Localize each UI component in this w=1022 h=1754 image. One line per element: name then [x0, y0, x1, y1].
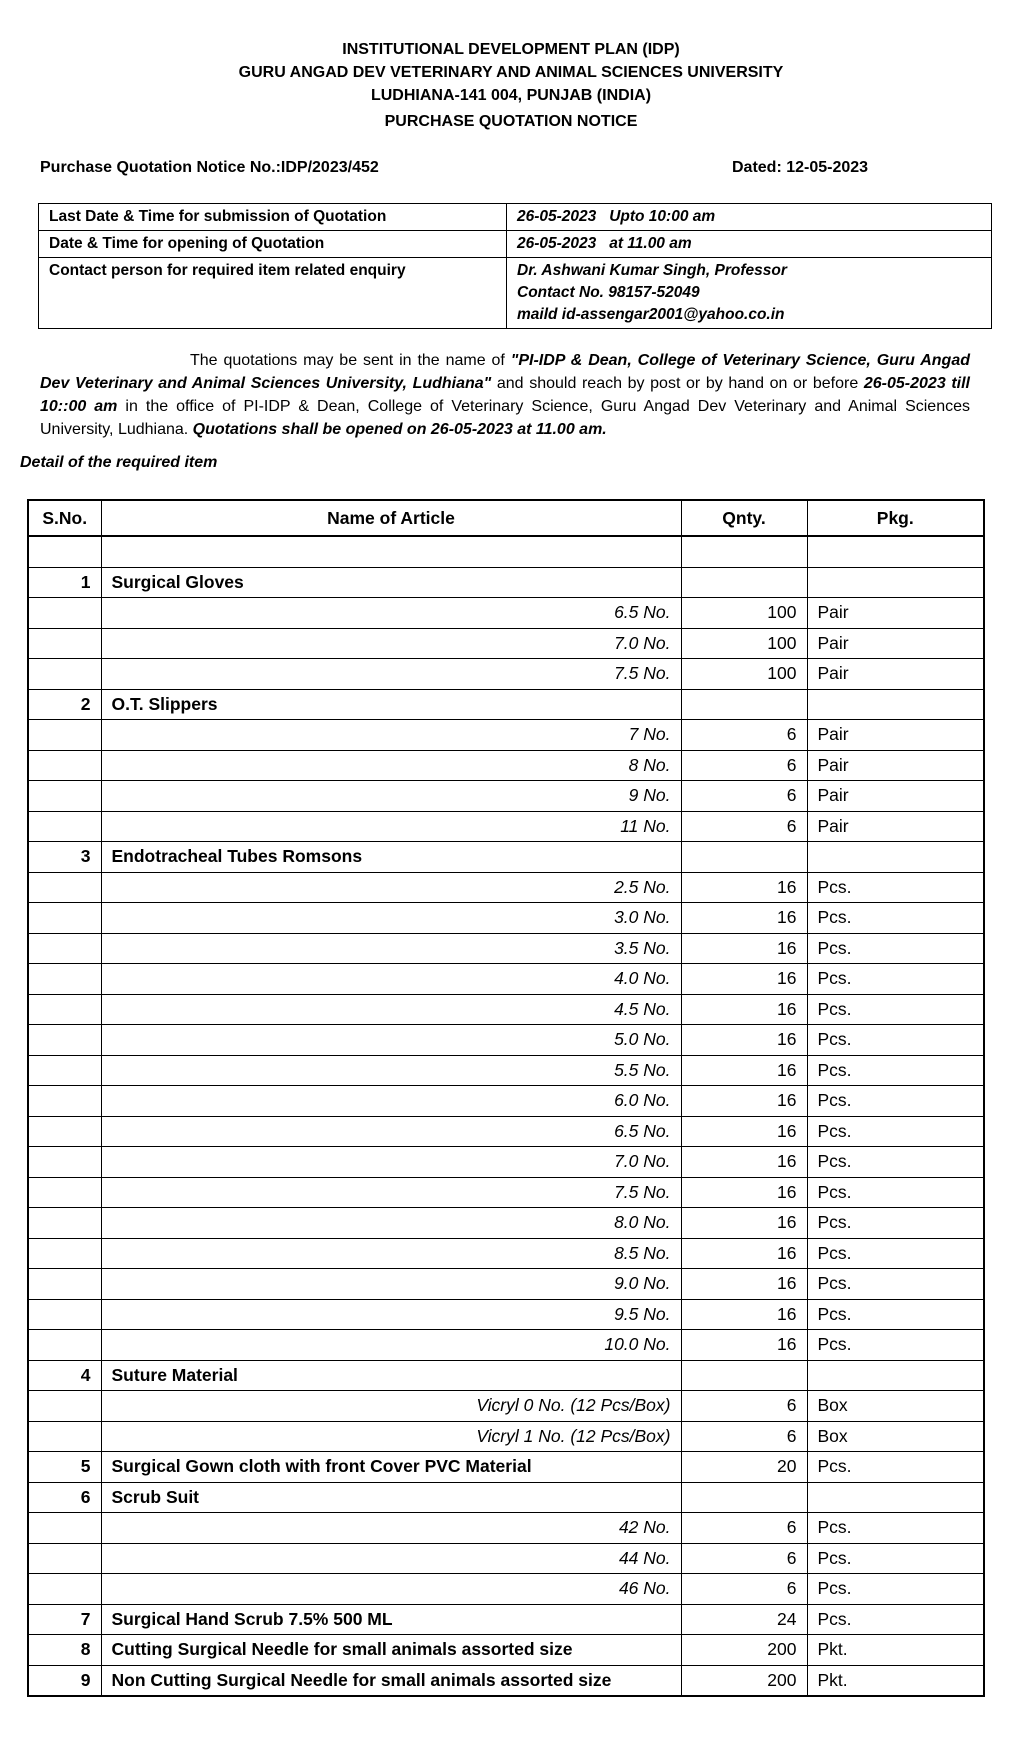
cell-article: 5.0 No. — [101, 1025, 681, 1056]
cell-pkg — [807, 567, 984, 598]
cell-pkg: Pair — [807, 720, 984, 751]
header-line-1: INSTITUTIONAL DEVELOPMENT PLAN (IDP) — [342, 41, 680, 58]
cell-qty: 200 — [681, 1665, 807, 1696]
para-text: in the office of PI-IDP & Dean, College of Veterinary Science, Guru Angad Dev Veterinary and Animal Sciences University, Ludhiana. — [40, 398, 971, 438]
cell-sno — [28, 1116, 101, 1147]
cell-qty: 16 — [681, 964, 807, 995]
cell-article: 42 No. — [101, 1513, 681, 1544]
cell-sno — [28, 1177, 101, 1208]
cell-article: 8 No. — [101, 750, 681, 781]
cell-article: 7.0 No. — [101, 1147, 681, 1178]
table-row — [28, 1055, 984, 1086]
cell-qty: 100 — [681, 598, 807, 629]
cell-sno: 9 — [28, 1665, 101, 1696]
table-row — [28, 1421, 984, 1452]
cell-article: 6.5 No. — [101, 1116, 681, 1147]
para-text: and should reach by post or by hand on or before — [491, 375, 864, 392]
cell-article: 8.0 No. — [101, 1208, 681, 1239]
cell-pkg: Pkt. — [807, 1635, 984, 1666]
cell-qty: 6 — [681, 1421, 807, 1452]
cell-pkg: Box — [807, 1421, 984, 1452]
cell-article: 44 No. — [101, 1543, 681, 1574]
table-row — [28, 689, 984, 720]
cell-pkg: Pcs. — [807, 1025, 984, 1056]
cell-article: 3.5 No. — [101, 933, 681, 964]
cell-sno: 4 — [28, 1360, 101, 1391]
table-row — [28, 536, 984, 567]
table-row — [28, 1116, 984, 1147]
contact-email[interactable]: maild id-assengar2001@yahoo.co.in — [517, 306, 785, 323]
table-row — [28, 1086, 984, 1117]
schedule-row — [39, 231, 992, 258]
para-opening: Quotations shall be opened on 26-05-2023 at 11.00 am. — [192, 421, 607, 438]
cell-article: Cutting Surgical Needle for small animals assorted size — [101, 1635, 681, 1666]
cell-qty: 24 — [681, 1604, 807, 1635]
contact-name: Dr. Ashwani Kumar Singh, Professor — [517, 262, 787, 279]
header-qty: Qnty. — [681, 500, 807, 536]
header-pkg: Pkg. — [807, 500, 984, 536]
cell-qty — [681, 1482, 807, 1513]
table-row — [28, 1177, 984, 1208]
cell-pkg — [807, 1360, 984, 1391]
cell-sno: 3 — [28, 842, 101, 873]
cell-sno — [28, 1238, 101, 1269]
cell-sno — [28, 903, 101, 934]
cell-pkg: Pcs. — [807, 1269, 984, 1300]
cell-sno — [28, 933, 101, 964]
table-row — [28, 1147, 984, 1178]
cell-article: Scrub Suit — [101, 1482, 681, 1513]
table-row — [28, 872, 984, 903]
cell-sno — [28, 1086, 101, 1117]
cell-pkg: Pcs. — [807, 1604, 984, 1635]
cell-article: 2.5 No. — [101, 872, 681, 903]
cell-sno — [28, 598, 101, 629]
header-line-3: LUDHIANA-141 004, PUNJAB (INDIA) — [370, 87, 652, 104]
cell-pkg: Pcs. — [807, 1055, 984, 1086]
cell-article — [101, 536, 681, 567]
cell-article: 46 No. — [101, 1574, 681, 1605]
table-row — [28, 1665, 984, 1696]
table-row — [28, 1604, 984, 1635]
cell-pkg: Pcs. — [807, 872, 984, 903]
cell-qty: 100 — [681, 628, 807, 659]
cell-sno: 8 — [28, 1635, 101, 1666]
cell-qty: 16 — [681, 1269, 807, 1300]
cell-sno — [28, 1513, 101, 1544]
table-row — [28, 1482, 984, 1513]
cell-pkg: Pkt. — [807, 1665, 984, 1696]
cell-pkg: Pair — [807, 628, 984, 659]
cell-pkg: Pcs. — [807, 1147, 984, 1178]
cell-pkg: Pcs. — [807, 1330, 984, 1361]
table-row — [28, 1299, 984, 1330]
cell-pkg: Pair — [807, 781, 984, 812]
cell-pkg — [807, 536, 984, 567]
cell-qty: 6 — [681, 781, 807, 812]
table-row — [28, 964, 984, 995]
cell-article: Surgical Hand Scrub 7.5% 500 ML — [101, 1604, 681, 1635]
cell-qty: 16 — [681, 1147, 807, 1178]
cell-sno — [28, 811, 101, 842]
cell-article: 11 No. — [101, 811, 681, 842]
cell-pkg — [807, 689, 984, 720]
table-row — [28, 1452, 984, 1483]
cell-article: O.T. Slippers — [101, 689, 681, 720]
table-row — [28, 1208, 984, 1239]
cell-article: 8.5 No. — [101, 1238, 681, 1269]
cell-qty: 6 — [681, 1543, 807, 1574]
cell-pkg: Pair — [807, 811, 984, 842]
cell-pkg: Pcs. — [807, 1238, 984, 1269]
cell-qty: 6 — [681, 811, 807, 842]
cell-pkg: Pcs. — [807, 1208, 984, 1239]
header-line-4: PURCHASE QUOTATION NOTICE — [384, 113, 638, 130]
cell-qty — [681, 536, 807, 567]
cell-qty — [681, 567, 807, 598]
cell-article: Surgical Gown cloth with front Cover PVC Material — [101, 1452, 681, 1483]
items-header-row — [28, 500, 984, 536]
cell-qty: 16 — [681, 1208, 807, 1239]
notice-reference-line — [40, 159, 882, 181]
cell-qty: 6 — [681, 750, 807, 781]
cell-sno: 1 — [28, 567, 101, 598]
table-row — [28, 720, 984, 751]
cell-pkg: Pcs. — [807, 1513, 984, 1544]
cell-article: 4.5 No. — [101, 994, 681, 1025]
cell-sno — [28, 1025, 101, 1056]
cell-article: 7.5 No. — [101, 659, 681, 690]
cell-article: 6.5 No. — [101, 598, 681, 629]
cell-sno — [28, 750, 101, 781]
cell-sno: 5 — [28, 1452, 101, 1483]
cell-sno — [28, 964, 101, 995]
table-row — [28, 659, 984, 690]
cell-pkg: Pcs. — [807, 1086, 984, 1117]
cell-sno — [28, 994, 101, 1025]
para-text: The quotations may be sent in the name of — [190, 352, 511, 369]
cell-qty: 16 — [681, 903, 807, 934]
cell-qty: 20 — [681, 1452, 807, 1483]
cell-article: 9 No. — [101, 781, 681, 812]
cell-sno — [28, 1421, 101, 1452]
detail-heading: Detail of the required item — [20, 454, 218, 471]
cell-qty — [681, 1360, 807, 1391]
cell-sno — [28, 1147, 101, 1178]
cell-pkg: Pcs. — [807, 1452, 984, 1483]
cell-sno — [28, 1055, 101, 1086]
cell-article: 3.0 No. — [101, 903, 681, 934]
cell-sno: 7 — [28, 1604, 101, 1635]
cell-qty — [681, 689, 807, 720]
table-row — [28, 1543, 984, 1574]
cell-qty: 16 — [681, 1299, 807, 1330]
table-row — [28, 598, 984, 629]
cell-sno — [28, 1269, 101, 1300]
para-addressee: "PI-IDP & Dean, College of Veterinary Science, Guru Angad Dev Veterinary and Animal Sciences University, Ludhiana" — [40, 352, 970, 392]
cell-article: Suture Material — [101, 1360, 681, 1391]
cell-article: Surgical Gloves — [101, 567, 681, 598]
table-row — [28, 781, 984, 812]
para-deadline: 26-05-2023 till 10::00 am — [40, 375, 971, 415]
cell-pkg: Pcs. — [807, 1177, 984, 1208]
table-row — [28, 750, 984, 781]
cell-sno — [28, 872, 101, 903]
schedule-value: 26-05-2023 at 11.00 am — [507, 231, 992, 258]
cell-qty: 16 — [681, 872, 807, 903]
header-name: Name of Article — [101, 500, 681, 536]
cell-article: Non Cutting Surgical Needle for small animals assorted size — [101, 1665, 681, 1696]
table-row — [28, 1513, 984, 1544]
table-row — [28, 1391, 984, 1422]
cell-article: 7 No. — [101, 720, 681, 751]
cell-pkg: Pair — [807, 659, 984, 690]
cell-pkg: Pcs. — [807, 1116, 984, 1147]
contact-details — [507, 258, 992, 329]
cell-pkg: Pcs. — [807, 994, 984, 1025]
table-row — [28, 1574, 984, 1605]
cell-article: Vicryl 0 No. (12 Pcs/Box) — [101, 1391, 681, 1422]
cell-pkg: Box — [807, 1391, 984, 1422]
table-row — [28, 903, 984, 934]
cell-pkg: Pcs. — [807, 1574, 984, 1605]
header-line-2: GURU ANGAD DEV VETERINARY AND ANIMAL SCIENCES UNIVERSITY — [238, 64, 784, 81]
contact-phone: Contact No. 98157-52049 — [517, 284, 700, 301]
table-row — [28, 933, 984, 964]
cell-qty: 16 — [681, 1330, 807, 1361]
cell-sno — [28, 720, 101, 751]
schedule-label: Date & Time for opening of Quotation — [39, 231, 507, 258]
table-row — [28, 1635, 984, 1666]
table-row — [28, 994, 984, 1025]
cell-pkg: Pcs. — [807, 964, 984, 995]
cell-qty: 16 — [681, 933, 807, 964]
table-row — [28, 1025, 984, 1056]
cell-sno — [28, 1543, 101, 1574]
cell-article: Vicryl 1 No. (12 Pcs/Box) — [101, 1421, 681, 1452]
schedule-value: 26-05-2023 Upto 10:00 am — [507, 204, 992, 231]
schedule-label: Last Date & Time for submission of Quotation — [39, 204, 507, 231]
cell-sno — [28, 1299, 101, 1330]
table-row — [28, 1330, 984, 1361]
cell-article: 10.0 No. — [101, 1330, 681, 1361]
table-row — [28, 842, 984, 873]
cell-qty: 100 — [681, 659, 807, 690]
cell-pkg: Pcs. — [807, 1299, 984, 1330]
cell-article: 9.5 No. — [101, 1299, 681, 1330]
cell-sno: 6 — [28, 1482, 101, 1513]
schedule-label: Contact person for required item related enquiry — [39, 258, 507, 329]
cell-qty: 6 — [681, 720, 807, 751]
cell-qty: 16 — [681, 994, 807, 1025]
cell-pkg: Pcs. — [807, 933, 984, 964]
cell-sno — [28, 1391, 101, 1422]
table-row — [28, 628, 984, 659]
cell-qty: 6 — [681, 1513, 807, 1544]
items-table — [27, 499, 985, 1697]
cell-qty: 16 — [681, 1025, 807, 1056]
cell-sno — [28, 1330, 101, 1361]
table-row — [28, 567, 984, 598]
notice-date: Dated: 12-05-2023 — [732, 159, 869, 176]
cell-qty: 16 — [681, 1086, 807, 1117]
instructions-paragraph — [40, 349, 970, 441]
header-sno: S.No. — [28, 500, 101, 536]
notice-number: Purchase Quotation Notice No.:IDP/2023/452 — [40, 159, 379, 176]
table-row — [28, 1238, 984, 1269]
cell-qty: 16 — [681, 1238, 807, 1269]
cell-sno — [28, 1208, 101, 1239]
cell-article: 7.0 No. — [101, 628, 681, 659]
cell-sno — [28, 1574, 101, 1605]
cell-sno — [28, 628, 101, 659]
cell-pkg: Pair — [807, 598, 984, 629]
cell-article: 7.5 No. — [101, 1177, 681, 1208]
cell-qty — [681, 842, 807, 873]
schedule-row — [39, 204, 992, 231]
cell-qty: 16 — [681, 1055, 807, 1086]
cell-qty: 6 — [681, 1391, 807, 1422]
cell-pkg — [807, 1482, 984, 1513]
cell-qty: 6 — [681, 1574, 807, 1605]
items-body — [28, 536, 984, 1696]
cell-article: 6.0 No. — [101, 1086, 681, 1117]
cell-sno: 2 — [28, 689, 101, 720]
cell-pkg: Pcs. — [807, 1543, 984, 1574]
table-row — [28, 1360, 984, 1391]
cell-article: 9.0 No. — [101, 1269, 681, 1300]
cell-article: Endotracheal Tubes Romsons — [101, 842, 681, 873]
cell-sno — [28, 781, 101, 812]
cell-pkg: Pair — [807, 750, 984, 781]
cell-sno — [28, 536, 101, 567]
table-row — [28, 811, 984, 842]
schedule-table — [38, 203, 992, 329]
cell-qty: 16 — [681, 1116, 807, 1147]
cell-qty: 200 — [681, 1635, 807, 1666]
table-row — [28, 1269, 984, 1300]
cell-sno — [28, 659, 101, 690]
cell-pkg: Pcs. — [807, 903, 984, 934]
cell-article: 5.5 No. — [101, 1055, 681, 1086]
schedule-row — [39, 258, 992, 329]
cell-article: 4.0 No. — [101, 964, 681, 995]
cell-pkg — [807, 842, 984, 873]
cell-qty: 16 — [681, 1177, 807, 1208]
